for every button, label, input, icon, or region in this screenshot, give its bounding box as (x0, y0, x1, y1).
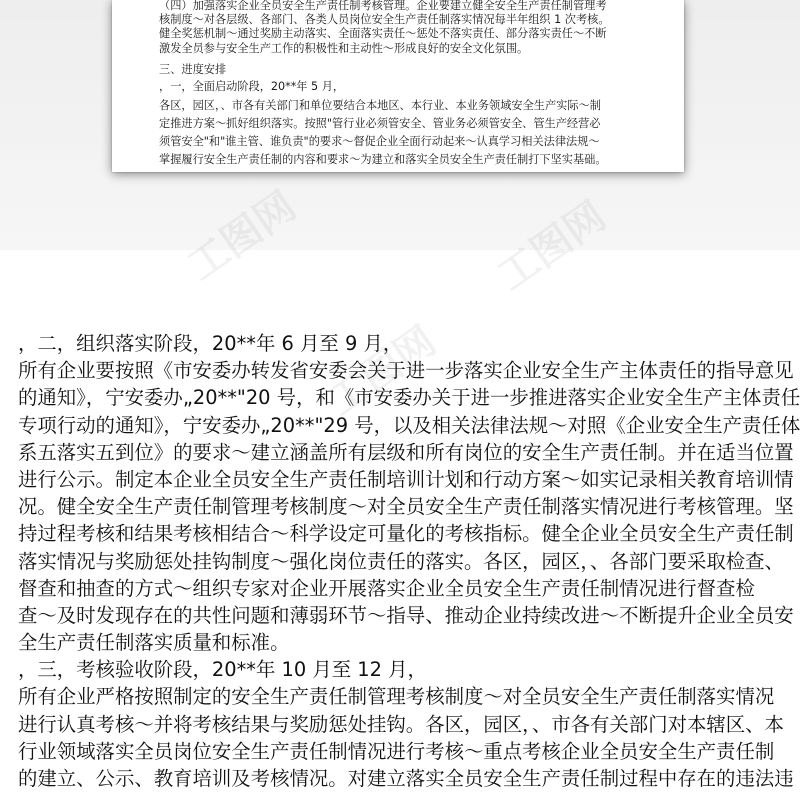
text-line: 行业领域落实全员岗位安全生产责任制情况进行考核～重点考核企业全员安全生产责任制 (18, 739, 775, 763)
text-line: 落实情况与奖励惩处挂钩制度～强化岗位责任的落实。各区，园区，、各部门要采取检查、 (18, 549, 784, 573)
text-line: 进行认真考核～并将考核结果与奖励惩处挂钩。各区，园区，、市各有关部门对本辖区、本 (18, 712, 784, 736)
text-line: 进行公示。制定本企业全员安全生产责任制培训计划和行动方案～如实记录相关教育培训情 (18, 467, 794, 491)
card-line: 健全奖惩机制～通过奖励主动落实、全面落实责任～惩处不落实责任、部分落实责任～不断 (159, 27, 607, 40)
card-line: ，一，全面启动阶段，20**年 5 月， (159, 80, 345, 93)
watermark: 工图网 (319, 318, 445, 425)
card-line: （四）加强落实企业全员安全生产责任制考核管理。企业要建立健全安全生产责任制管理考 (159, 0, 607, 12)
card-line: 掌握履行安全生产责任制的内容和要求～为建立和落实全员安全生产责任制打下坚实基础。 (159, 153, 607, 166)
document-page-preview (112, 0, 684, 172)
text-line: 的建立、公示、教育培训及考核情况。对建立落实全员安全生产责任制过程中存在的违法违 (18, 767, 794, 790)
text-line: 所有企业严格按照制定的安全生产责任制管理考核制度～对全员安全生产责任制落实情况 (18, 685, 775, 709)
text-line: 所有企业要按照《市安委办转发省安委会关于进一步落实企业安全生产主体责任的指导意见 (18, 359, 794, 383)
text-line: 持过程考核和结果考核相结合～科学设定可量化的考核指标。健全企业全员安全生产责任制 (18, 522, 794, 546)
card-line: 须管安全"和"谁主管、谁负责"的要求～督促企业全面行动起来～认真学习相关法律法规～ (159, 135, 600, 148)
card-line: 各区，园区，、市各有关部门和单位要结合本地区、本行业、本业务领域安全生产实际～制 (159, 99, 601, 112)
text-line: 的通知》，宁安委办„20**"20 号，和《市安委办关于进一步推进落实企业安全生产主体责任 (18, 386, 800, 410)
document-body (18, 330, 800, 792)
text-line: 系五落实五到位》的要求～建立涵盖所有层级和所有岗位的安全生产责任制。并在适当位置 (18, 440, 794, 464)
text-line: ，三，考核验收阶段，20**年 10 月至 12 月， (18, 658, 427, 682)
text-line: ，二，组织落实阶段，20**年 6 月至 9 月， (18, 332, 403, 355)
text-line: 查～及时发现存在的共性问题和薄弱环节～指导、推动企业持续改进～不断提升企业全员安 (18, 603, 794, 627)
card-line: 激发全员参与安全生产工作的积极性和主动性～形成良好的安全文化氛围。 (159, 42, 529, 55)
text-line: 全生产责任制落实质量和标准。 (18, 631, 290, 655)
card-line: 定推进方案～抓好组织落实。按照"管行业必须管安全、管业务必须管安全、管生产经营必 (159, 117, 601, 130)
text-line: 专项行动的通知》，宁安委办„20**"29 号，以及相关法律法规～对照《企业安全生产责任体 (18, 413, 800, 437)
card-line: 核制度～对各层级、各部门、各类人员岗位安全生产责任制落实情况每半年组织 1 次考核。 (159, 13, 610, 26)
card-section-heading: 三、进度安排 (159, 63, 227, 76)
text-line: 督查和抽查的方式～组织专家对企业开展落实企业全员安全生产责任制情况进行督查检 (18, 576, 755, 600)
text-line: 况。健全安全生产责任制管理考核制度～对全员安全生产责任制落实情况进行考核管理。坚 (18, 495, 794, 519)
